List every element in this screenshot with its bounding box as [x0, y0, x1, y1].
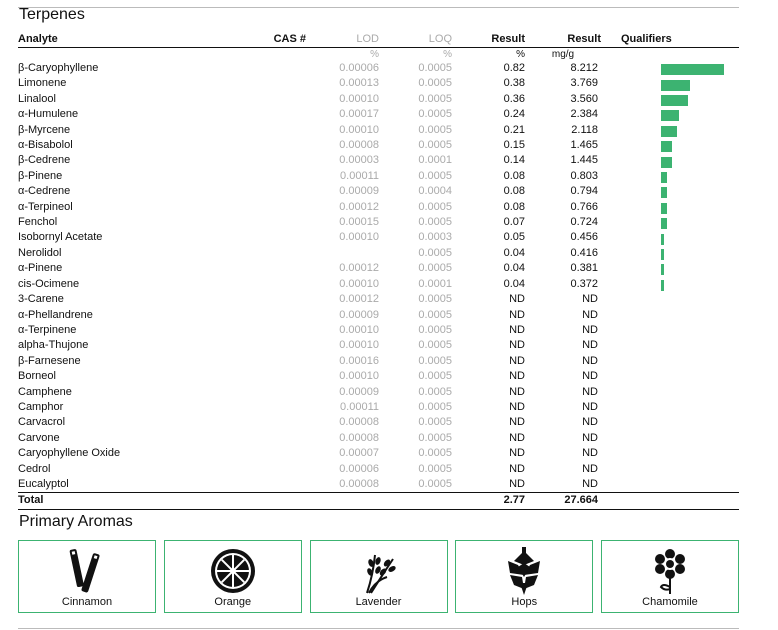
loq-cell: 0.0005 — [418, 216, 452, 229]
result-mg-cell: 1.465 — [570, 139, 598, 152]
table-row — [18, 107, 739, 122]
header-loq: LOQ — [379, 32, 452, 48]
table-row — [18, 123, 739, 138]
result-bar — [661, 141, 672, 152]
lod-cell: 0.00011 — [340, 169, 379, 182]
result-mg-cell: 3.560 — [570, 92, 598, 105]
loq-cell: 0.0005 — [418, 400, 452, 413]
result-mg-cell: ND — [582, 293, 598, 306]
qualifier-cell — [601, 277, 739, 292]
loq-cell: 0.0005 — [418, 477, 452, 490]
result-mg-cell: 0.416 — [570, 246, 598, 259]
qualifier-cell — [601, 215, 739, 230]
result-bar — [661, 157, 672, 168]
unit-loq: % — [443, 49, 452, 60]
qualifier-cell — [601, 246, 739, 261]
table-row — [18, 477, 739, 493]
loq-cell: 0.0005 — [418, 77, 452, 90]
result-mg-cell: 0.794 — [570, 185, 598, 198]
result-pct-cell: ND — [509, 400, 525, 413]
result-pct-cell: ND — [509, 370, 525, 383]
table-row — [18, 415, 739, 430]
orange-icon — [209, 547, 257, 595]
analyte-cell: 3-Carene — [18, 293, 64, 306]
analyte-cell: Camphene — [18, 385, 72, 398]
qualifier-cell — [601, 308, 739, 323]
result-bar — [661, 249, 664, 260]
lavender-icon — [357, 547, 401, 595]
aroma-label: Orange — [214, 596, 252, 608]
qualifier-cell — [601, 92, 739, 107]
result-mg-cell: 8.212 — [570, 62, 598, 74]
cas-cell — [218, 92, 306, 107]
aroma-card-hops — [455, 540, 593, 613]
loq-cell: 0.0005 — [418, 385, 452, 398]
table-row — [18, 92, 739, 107]
result-pct-cell: 0.38 — [503, 77, 525, 90]
lod-cell: 0.00009 — [339, 385, 379, 398]
cas-cell — [218, 76, 306, 91]
result-mg-cell: ND — [582, 323, 598, 336]
cas-cell — [218, 138, 306, 153]
qualifier-cell — [601, 61, 739, 76]
analyte-cell: α-Cedrene — [18, 185, 71, 198]
cas-cell — [218, 323, 306, 338]
table-row — [18, 308, 739, 323]
cas-cell — [218, 415, 306, 430]
lod-cell: 0.00006 — [339, 462, 379, 475]
lod-cell: 0.00012 — [339, 293, 379, 306]
table-row — [18, 246, 739, 261]
result-mg-cell: 0.381 — [570, 262, 598, 275]
loq-cell: 0.0005 — [418, 447, 452, 460]
result-mg-cell: ND — [582, 339, 598, 352]
analyte-cell: β-Farnesene — [18, 354, 81, 367]
cas-cell — [218, 153, 306, 168]
aroma-label: Hops — [511, 596, 538, 608]
result-bar — [661, 110, 679, 121]
cas-cell — [218, 107, 306, 122]
analyte-cell: Borneol — [18, 370, 56, 383]
result-mg-cell: ND — [582, 354, 598, 367]
table-header-row — [18, 32, 739, 48]
analyte-cell: β-Caryophyllene — [18, 62, 99, 74]
analyte-cell: Linalool — [18, 92, 56, 105]
result-mg-cell: ND — [582, 462, 598, 475]
analyte-cell: α-Terpinene — [18, 323, 77, 336]
result-pct-cell: 0.08 — [503, 185, 525, 198]
table-row — [18, 76, 739, 91]
result-pct-cell: ND — [509, 293, 525, 306]
lod-cell: 0.00007 — [339, 447, 379, 460]
table-row — [18, 462, 739, 477]
table-row — [18, 61, 739, 76]
total-pct: 2.77 — [452, 493, 525, 509]
qualifier-cell — [601, 415, 739, 430]
cas-cell — [218, 446, 306, 461]
qualifier-cell — [601, 354, 739, 369]
analyte-cell: Carvone — [18, 431, 60, 444]
analyte-cell: β-Myrcene — [18, 123, 71, 136]
aroma-card-lavender — [310, 540, 448, 613]
result-pct-cell: ND — [509, 477, 525, 490]
table-row — [18, 338, 739, 353]
result-mg-cell: ND — [582, 370, 598, 383]
analyte-cell: α-Bisabolol — [18, 139, 73, 152]
top-rule — [18, 7, 739, 8]
analyte-cell: Caryophyllene Oxide — [18, 447, 121, 460]
lod-cell: 0.00010 — [339, 339, 379, 352]
result-bar — [661, 126, 677, 137]
unit-lod: % — [370, 49, 379, 60]
table-row — [18, 138, 739, 153]
hops-icon — [502, 547, 546, 595]
lod-cell: 0.00003 — [339, 154, 379, 167]
unit-result-mg: mg/g — [551, 49, 575, 60]
loq-cell: 0.0005 — [418, 246, 452, 259]
result-mg-cell: ND — [582, 416, 598, 429]
header-cas: CAS # — [218, 32, 306, 48]
lod-cell: 0.00010 — [339, 277, 379, 290]
lod-cell: 0.00009 — [339, 308, 379, 321]
result-mg-cell: 0.456 — [570, 231, 598, 244]
qualifier-cell — [601, 338, 739, 353]
lod-cell: 0.00017 — [339, 108, 379, 121]
unit-result-pct: % — [516, 49, 525, 60]
cas-cell — [218, 431, 306, 446]
qualifier-cell — [601, 477, 739, 493]
result-bar — [661, 64, 724, 75]
lod-cell: 0.00009 — [339, 185, 379, 198]
result-mg-cell: 3.769 — [570, 77, 598, 90]
analyte-cell: Camphor — [18, 400, 64, 413]
table-row — [18, 354, 739, 369]
loq-cell: 0.0005 — [418, 293, 452, 306]
result-mg-cell: 0.724 — [570, 216, 598, 229]
lod-cell: 0.00008 — [339, 416, 379, 429]
loq-cell: 0.0005 — [418, 308, 452, 321]
analyte-cell: cis-Ocimene — [18, 277, 80, 290]
result-pct-cell: 0.04 — [503, 262, 525, 275]
cas-cell — [218, 400, 306, 415]
cinnamon-icon — [67, 547, 107, 595]
qualifier-cell — [601, 230, 739, 245]
cas-cell — [218, 277, 306, 292]
lod-cell: 0.00008 — [339, 431, 379, 444]
result-mg-cell: 0.803 — [570, 169, 598, 182]
lod-cell: 0.00012 — [339, 262, 379, 275]
table-row — [18, 277, 739, 292]
qualifier-cell — [601, 200, 739, 215]
loq-cell: 0.0005 — [418, 62, 452, 74]
table-row — [18, 230, 739, 245]
analyte-cell: Eucalyptol — [18, 477, 69, 490]
qualifier-cell — [601, 385, 739, 400]
cas-cell — [218, 462, 306, 477]
lod-cell: 0.00011 — [340, 400, 379, 413]
qualifier-cell — [601, 123, 739, 138]
aroma-label: Lavender — [355, 596, 402, 608]
loq-cell: 0.0005 — [418, 416, 452, 429]
cas-cell — [218, 369, 306, 384]
result-pct-cell: 0.05 — [503, 231, 525, 244]
total-label: Total — [18, 493, 218, 509]
table-row — [18, 153, 739, 168]
result-bar — [661, 95, 688, 106]
aromas-row — [18, 540, 739, 613]
result-mg-cell: 0.766 — [570, 200, 598, 213]
loq-cell: 0.0005 — [418, 139, 452, 152]
cas-cell — [218, 215, 306, 230]
loq-cell: 0.0005 — [418, 262, 452, 275]
cas-cell — [218, 308, 306, 323]
header-analyte: Analyte — [18, 32, 218, 48]
qualifier-cell — [601, 184, 739, 199]
qualifier-cell — [601, 292, 739, 307]
result-pct-cell: 0.04 — [503, 246, 525, 259]
analyte-cell: alpha-Thujone — [18, 339, 89, 352]
header-result-mg: Result — [525, 32, 601, 48]
loq-cell: 0.0004 — [418, 185, 452, 198]
result-bar — [661, 218, 667, 229]
result-bar — [661, 280, 664, 291]
qualifier-cell — [601, 400, 739, 415]
cas-cell — [218, 184, 306, 199]
header-result-pct: Result — [452, 32, 525, 48]
result-pct-cell: 0.21 — [503, 123, 525, 136]
cas-cell — [218, 338, 306, 353]
analyte-cell: β-Cedrene — [18, 154, 71, 167]
aroma-card-cinnamon — [18, 540, 156, 613]
aroma-card-orange — [164, 540, 302, 613]
cas-cell — [218, 246, 306, 261]
lod-cell: 0.00010 — [339, 370, 379, 383]
loq-cell: 0.0005 — [418, 123, 452, 136]
table-row — [18, 400, 739, 415]
header-lod: LOD — [306, 32, 379, 48]
result-pct-cell: 0.08 — [503, 200, 525, 213]
result-mg-cell: ND — [582, 308, 598, 321]
loq-cell: 0.0003 — [418, 231, 452, 244]
result-pct-cell: ND — [509, 339, 525, 352]
analyte-cell: α-Humulene — [18, 108, 79, 121]
result-bar — [661, 203, 667, 214]
qualifier-cell — [601, 169, 739, 184]
lod-cell: 0.00013 — [339, 77, 379, 90]
loq-cell: 0.0005 — [418, 370, 452, 383]
aroma-card-chamomile — [601, 540, 739, 613]
result-pct-cell: 0.14 — [503, 154, 525, 167]
loq-cell: 0.0005 — [418, 339, 452, 352]
qualifier-cell — [601, 76, 739, 91]
qualifier-cell — [601, 431, 739, 446]
analyte-cell: β-Pinene — [18, 169, 63, 182]
loq-cell: 0.0005 — [418, 354, 452, 367]
result-pct-cell: ND — [509, 431, 525, 444]
result-pct-cell: ND — [509, 308, 525, 321]
analyte-cell: α-Terpineol — [18, 200, 73, 213]
result-bar — [661, 80, 690, 91]
qualifier-cell — [601, 446, 739, 461]
cas-cell — [218, 200, 306, 215]
total-mg: 27.664 — [525, 493, 601, 509]
loq-cell: 0.0005 — [418, 431, 452, 444]
result-pct-cell: ND — [509, 462, 525, 475]
cas-cell — [218, 123, 306, 138]
table-row — [18, 215, 739, 230]
result-pct-cell: 0.08 — [503, 169, 525, 182]
cas-cell — [218, 261, 306, 276]
terpenes-title: Terpenes — [19, 6, 85, 23]
units-row — [18, 48, 739, 62]
result-pct-cell: 0.24 — [503, 108, 525, 121]
bottom-rule — [18, 628, 739, 629]
table-row — [18, 169, 739, 184]
header-qualifiers: Qualifiers — [601, 32, 739, 48]
lod-cell: 0.00006 — [339, 62, 379, 74]
lod-cell: 0.00010 — [339, 92, 379, 105]
result-mg-cell: ND — [582, 400, 598, 413]
aroma-label: Chamomile — [642, 596, 698, 608]
result-bar — [661, 234, 664, 245]
result-mg-cell: ND — [582, 385, 598, 398]
table-row — [18, 446, 739, 461]
table-row — [18, 261, 739, 276]
result-bar — [661, 264, 664, 275]
loq-cell: 0.0005 — [418, 462, 452, 475]
table-row — [18, 431, 739, 446]
result-mg-cell: 2.118 — [571, 123, 598, 136]
loq-cell: 0.0005 — [418, 108, 452, 121]
analyte-cell: Limonene — [18, 77, 67, 90]
lod-cell — [306, 246, 379, 261]
cas-cell — [218, 292, 306, 307]
loq-cell: 0.0005 — [418, 200, 452, 213]
lod-cell: 0.00010 — [339, 231, 379, 244]
result-pct-cell: 0.15 — [503, 139, 525, 152]
lod-cell: 0.00008 — [339, 477, 379, 490]
qualifier-cell — [601, 153, 739, 168]
result-bar — [661, 187, 667, 198]
qualifier-cell — [601, 107, 739, 122]
cas-cell — [218, 354, 306, 369]
analyte-cell: Isobornyl Acetate — [18, 231, 103, 244]
table-row — [18, 385, 739, 400]
qualifier-cell — [601, 138, 739, 153]
result-pct-cell: ND — [509, 416, 525, 429]
loq-cell: 0.0001 — [418, 154, 452, 167]
chamomile-icon — [650, 547, 690, 595]
analyte-cell: Carvacrol — [18, 416, 66, 429]
result-mg-cell: ND — [582, 431, 598, 444]
table-row — [18, 323, 739, 338]
table-row — [18, 184, 739, 199]
result-mg-cell: 0.372 — [570, 277, 598, 290]
lod-cell: 0.00012 — [339, 200, 379, 213]
result-mg-cell: ND — [582, 477, 598, 490]
qualifier-cell — [601, 462, 739, 477]
result-pct-cell: ND — [509, 354, 525, 367]
result-mg-cell: 1.445 — [570, 154, 598, 167]
loq-cell: 0.0005 — [418, 169, 452, 182]
cas-cell — [218, 169, 306, 184]
result-mg-cell: ND — [582, 447, 598, 460]
analyte-cell: Nerolidol — [18, 246, 62, 259]
aromas-title: Primary Aromas — [19, 513, 133, 530]
result-bar — [661, 172, 667, 183]
result-mg-cell: 2.384 — [570, 108, 598, 121]
result-pct-cell: ND — [509, 447, 525, 460]
lod-cell: 0.00008 — [339, 139, 379, 152]
cas-cell — [218, 477, 306, 493]
table-row — [18, 369, 739, 384]
result-pct-cell: 0.82 — [503, 62, 525, 74]
table-row — [18, 292, 739, 307]
analyte-cell: α-Phellandrene — [18, 308, 93, 321]
cas-cell — [218, 230, 306, 245]
table-row — [18, 200, 739, 215]
lod-cell: 0.00016 — [339, 354, 379, 367]
analyte-cell: α-Pinene — [18, 262, 63, 275]
result-pct-cell: ND — [509, 385, 525, 398]
loq-cell: 0.0005 — [418, 323, 452, 336]
result-pct-cell: 0.07 — [503, 216, 525, 229]
terpenes-table — [18, 32, 739, 510]
lod-cell: 0.00015 — [339, 216, 379, 229]
loq-cell: 0.0001 — [418, 277, 452, 290]
lod-cell: 0.00010 — [339, 323, 379, 336]
loq-cell: 0.0005 — [418, 92, 452, 105]
result-pct-cell: 0.36 — [503, 92, 525, 105]
analyte-cell: Fenchol — [18, 216, 58, 229]
qualifier-cell — [601, 369, 739, 384]
qualifier-cell — [601, 261, 739, 276]
lod-cell: 0.00010 — [339, 123, 379, 136]
analyte-cell: Cedrol — [18, 462, 51, 475]
cas-cell — [218, 385, 306, 400]
cas-cell — [218, 61, 306, 76]
aroma-label: Cinnamon — [61, 596, 113, 608]
result-pct-cell: ND — [509, 323, 525, 336]
result-pct-cell: 0.04 — [503, 277, 525, 290]
qualifier-cell — [601, 323, 739, 338]
total-row — [18, 493, 739, 509]
